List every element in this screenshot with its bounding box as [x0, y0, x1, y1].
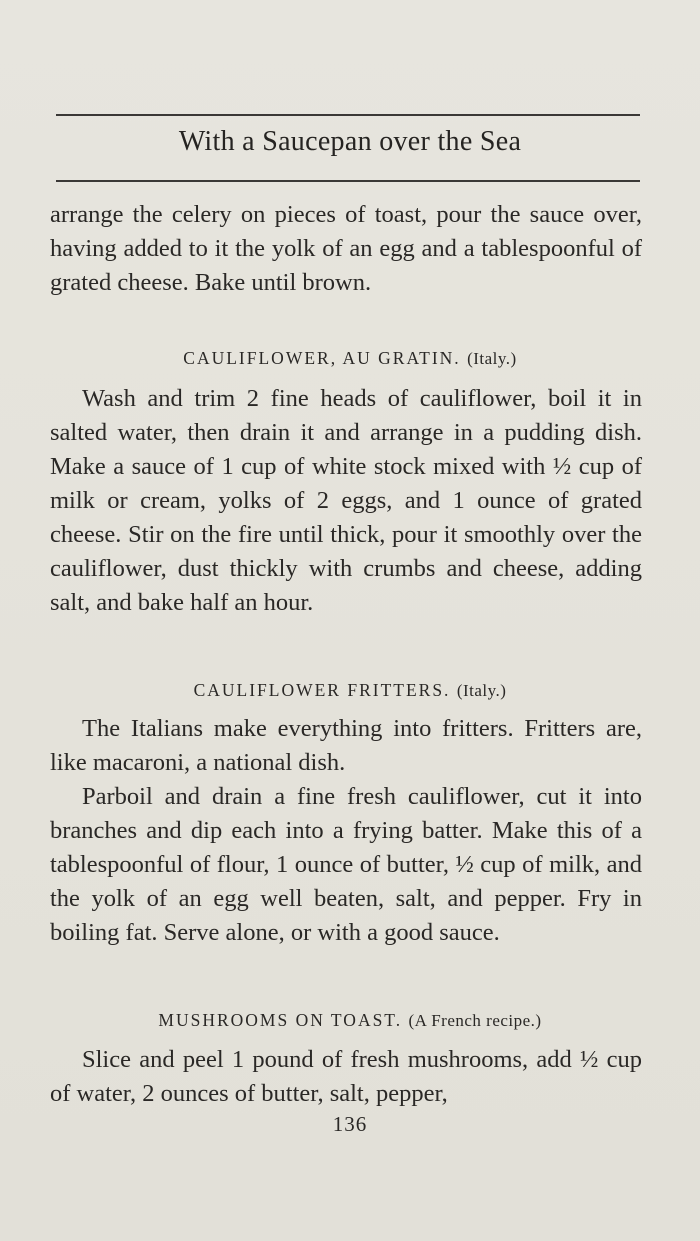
intro-paragraph: arrange the celery on pieces of toast, pour the sauce over, having added to it the yolk of an egg and a tablespoonful of grated cheese. Bake until brown.: [50, 201, 642, 296]
section-heading: [0, 348, 700, 369]
section-body: [50, 382, 642, 620]
section-origin: (A French recipe.): [408, 1011, 542, 1030]
page-number: 136: [332, 1112, 368, 1136]
section-origin: (Italy.): [456, 681, 507, 700]
section-title: CAULIFLOWER, AU GRATIN.: [183, 348, 461, 368]
section-title: MUSHROOMS ON TOAST.: [158, 1010, 403, 1030]
paragraph: Slice and peel 1 pound of fresh mushrooms, add ½ cup of water, 2 ounces of butter, salt, pepper,: [50, 1046, 642, 1107]
section-body: [50, 712, 642, 950]
intro-block: [50, 198, 642, 300]
section-body: [50, 1043, 642, 1111]
running-head: With a Saucepan over the Sea: [178, 126, 522, 157]
paragraph: Parboil and drain a fine fresh cauliflower, cut it into branches and dip each into a frying batter. Make this of a tablespoonful of flour, 1 ounce of butter, ½ cup of milk, and the yolk of an egg well beaten, salt, and pepper. Fry in boiling fat. Serve alone, or with a good sauce.: [50, 783, 642, 946]
section-heading: [0, 1010, 700, 1031]
section-origin: (Italy.): [467, 349, 517, 368]
section-heading: [0, 680, 700, 701]
paragraph: Wash and trim 2 fine heads of cauliflower, boil it in salted water, then drain it and arrange in a pudding dish. Make a sauce of 1 cup of white stock mixed with ½ cup of milk or cream, yolks of 2 eggs, and 1 ounce of grated cheese. Stir on the fire until thick, pour it smoothly over the cauliflower, dust thickly with crumbs and cheese, adding salt, and bake half an hour.: [50, 385, 642, 616]
header-rule-top: [56, 114, 640, 116]
paragraph: The Italians make everything into fritters. Fritters are, like macaroni, a national dish.: [50, 715, 642, 776]
section-title: CAULIFLOWER FRITTERS.: [193, 680, 451, 700]
header-rule-bottom: [56, 180, 640, 182]
